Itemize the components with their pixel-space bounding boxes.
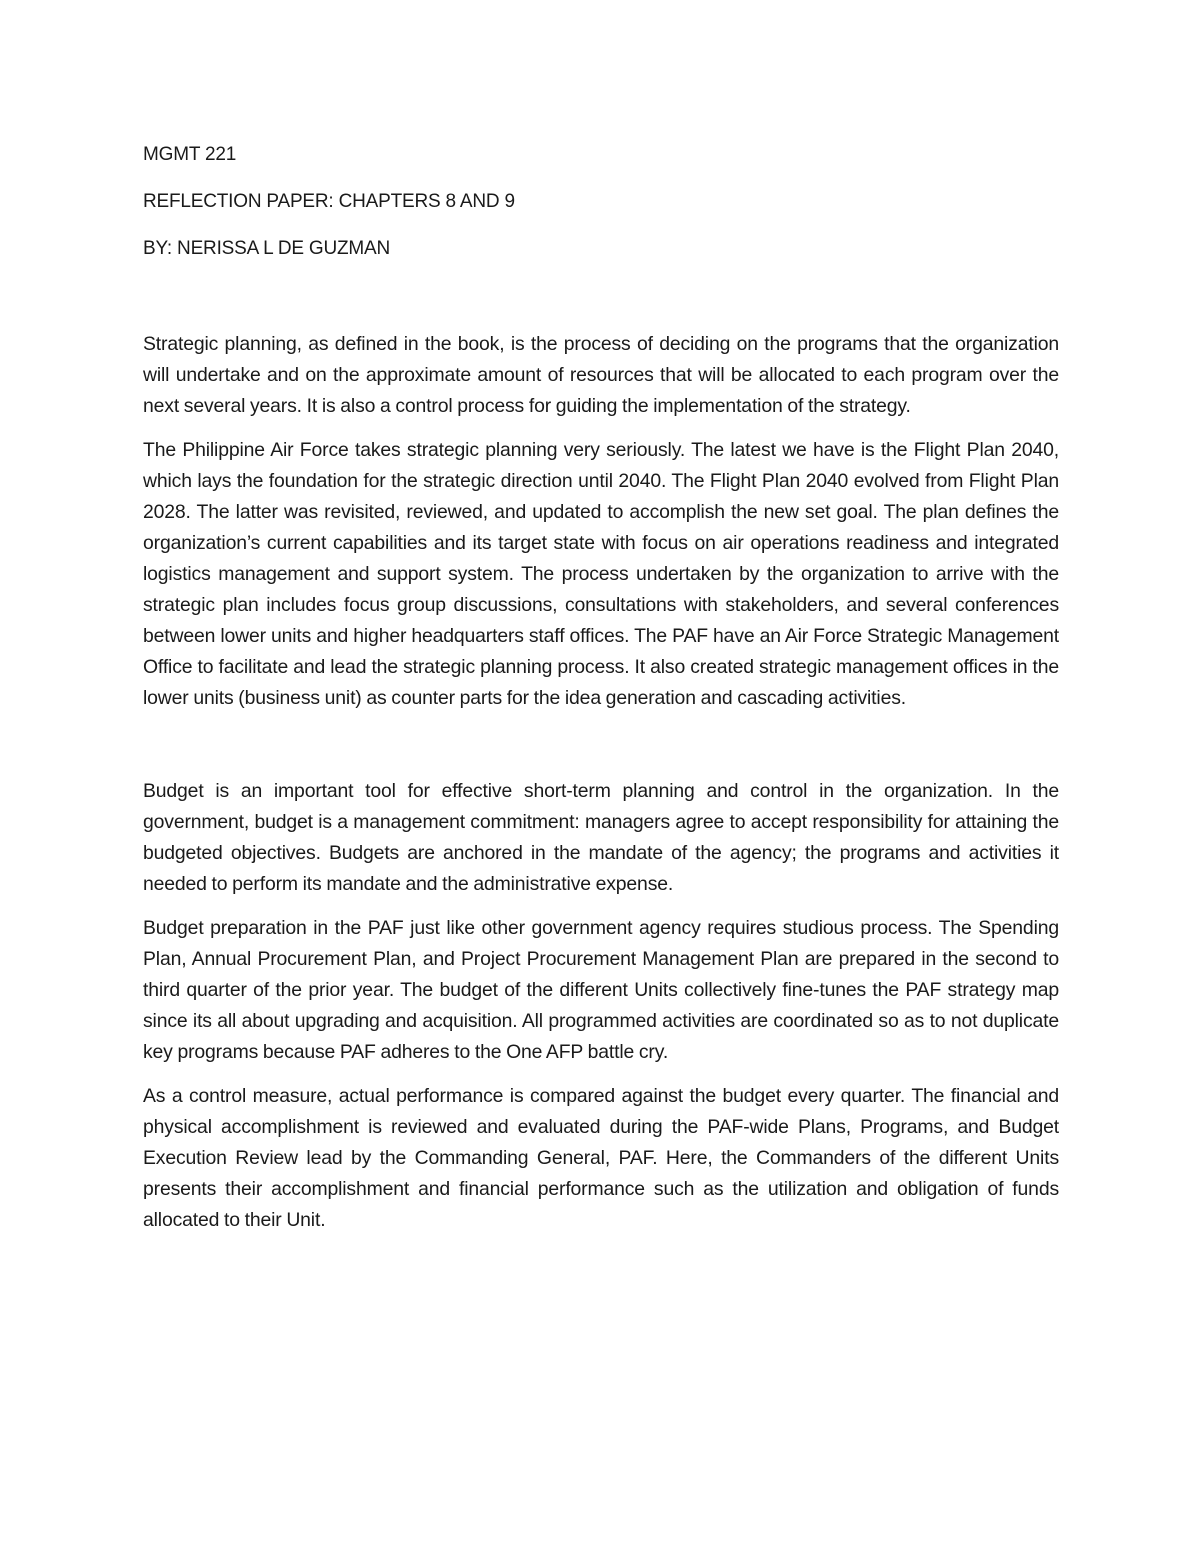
- paper-title: REFLECTION PAPER: CHAPTERS 8 AND 9: [143, 191, 515, 212]
- paragraph-strategic-planning: Strategic planning, as defined in the book, is the process of deciding on the programs that the organization will undertake and on the approximate amount of resources that will be allocated to each program over the next several years. It is also a control process for guiding the implementation of the strategy.: [143, 333, 1059, 417]
- course-code: MGMT 221: [143, 144, 237, 165]
- document-header: [143, 143, 1063, 284]
- paragraph-paf-flight-plan: The Philippine Air Force takes strategic planning very seriously. The latest we have is the Flight Plan 2040, which lays the foundation for the strategic direction until 2040. The Flight Plan 2040 evolved from Flight Plan 2028. The latter was revisited, reviewed, and updated to accomplish the new set goal. The plan defines the organization’s current capabilities and its target state with focus on air operations readiness and integrated logistics management and support system. The process undertaken by the organization to arrive with the strategic plan includes focus group discussions, consultations with stakeholders, and several conferences between lower units and higher headquarters staff offices. The PAF have an Air Force Strategic Management Office to facilitate and lead the strategic planning process. It also created strategic management offices in the lower units (business unit) as counter parts for the idea generation and cascading activities.: [143, 439, 1059, 709]
- paragraph-control-measure: As a control measure, actual performance is compared against the budget every quarter. The financial and physical accomplishment is reviewed and evaluated during the PAF-wide Plans, Programs, and Budget Execution Review lead by the Commanding General, PAF. Here, the Commanders of the different Units presents their accomplishment and financial performance such as the utilization and obligation of funds allocated to their Unit.: [143, 1085, 1059, 1231]
- paragraph-budget-preparation: Budget preparation in the PAF just like other government agency requires studious process. The Spending Plan, Annual Procurement Plan, and Project Procurement Management Plan are prepared in the second to third quarter of the prior year. The budget of the different Units collectively fine-tunes the PAF strategy map since its all about upgrading and acquisition. All programmed activities are coordinated so as to not duplicate key programs because PAF adheres to the One AFP battle cry.: [143, 917, 1059, 1063]
- author-line: BY: NERISSA L DE GUZMAN: [143, 238, 391, 259]
- paragraph-budget-tool: Budget is an important tool for effective short-term planning and control in the organization. In the government, budget is a management commitment: managers agree to accept responsibility for attaining the budgeted objectives. Budgets are anchored in the mandate of the agency; the programs and activities it needed to perform its mandate and the administrative expense.: [143, 780, 1059, 895]
- document-body: [143, 329, 1059, 1236]
